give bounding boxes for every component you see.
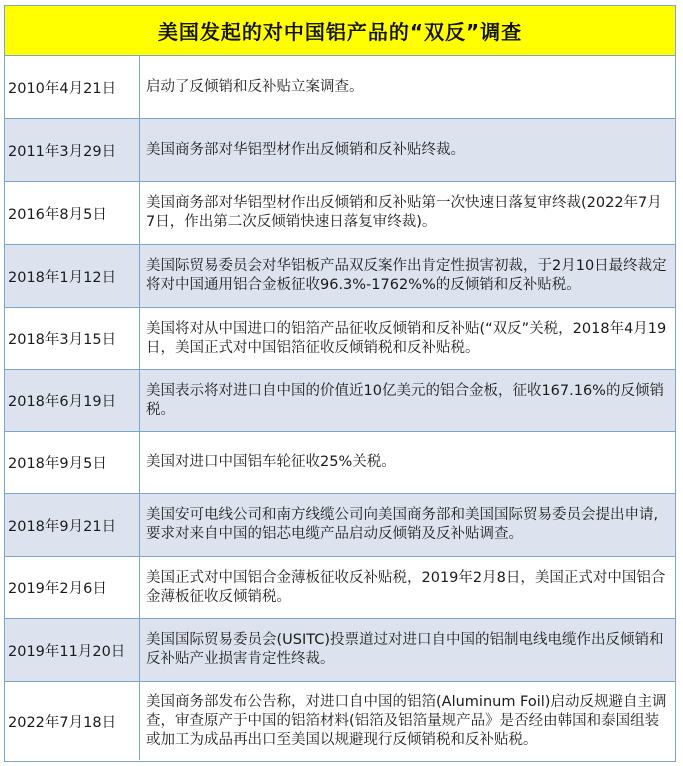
row-text: 美国国际贸易委员会(USITC)投票道过对进口自中国的铝制电线电缆作出反倾销和反补贴产业损害肯定性终裁。 bbox=[146, 632, 664, 667]
row-date: 2022年7月18日 bbox=[5, 682, 140, 760]
row-date: 2018年9月21日 bbox=[5, 494, 140, 556]
table-row bbox=[5, 308, 675, 370]
row-text: 美国安可电线公司和南方线缆公司向美国商务部和美国国际贸易委员会提出申请,要求对来自中国的铝芯电缆产品启动反倾销及反补贴调查。 bbox=[146, 507, 659, 542]
row-text: 美国商务部对华铝型材作出反倾销和反补贴终裁。 bbox=[146, 141, 465, 158]
row-date: 2010年4月21日 bbox=[5, 56, 140, 118]
row-date: 2018年3月15日 bbox=[5, 308, 140, 369]
table-row bbox=[5, 56, 675, 119]
row-text: 美国商务部对华铝型材作出反倾销和反补贴第一次快速日落复审终裁(2022年7月7日，作出第二次反倾销快速日落复审终裁)。 bbox=[146, 195, 662, 230]
investigation-table bbox=[4, 5, 676, 762]
table-row bbox=[5, 494, 675, 557]
row-date: 2019年2月6日 bbox=[5, 557, 140, 618]
row-date: 2011年3月29日 bbox=[5, 119, 140, 181]
row-text: 美国商务部发布公告称，对进口自中国的铝箔(Aluminum Foil)启动反规避自主调查，审查原产于中国的铝箔材料(铝箔及铝箔量规产品》是否经由韩国和泰国组装或加工为成品再出口至美国以规避现行反倾销税和反补贴税。 bbox=[146, 693, 667, 748]
row-date: 2018年9月5日 bbox=[5, 432, 140, 493]
table-row bbox=[5, 119, 675, 182]
table-row bbox=[5, 182, 675, 245]
row-date: 2018年1月12日 bbox=[5, 245, 140, 307]
table-body bbox=[5, 56, 675, 760]
table-row bbox=[5, 619, 675, 682]
row-text: 美国对进口中国铝车轮征收25%关税。 bbox=[146, 454, 396, 470]
row-text: 启动了反倾销和反补贴立案调查。 bbox=[146, 78, 364, 95]
table-title: 美国发起的对中国铝产品的“双反”调查 bbox=[5, 6, 675, 56]
row-text: 美国将对从中国进口的铝箔产品征收反倾销和反补贴(“双反”关税，2018年4月19日，美国正式对中国铝箔征收反倾销税和反补贴税。 bbox=[146, 320, 667, 356]
table-row bbox=[5, 370, 675, 432]
table-row bbox=[5, 682, 675, 760]
table-row bbox=[5, 432, 675, 494]
table-row bbox=[5, 245, 675, 308]
row-date: 2018年6月19日 bbox=[5, 370, 140, 431]
table-row bbox=[5, 557, 675, 619]
row-text: 美国表示将对进口自中国的价值近10亿美元的铝合金板，征收167.16%的反倾销税。 bbox=[146, 382, 664, 418]
row-text: 美国正式对中国铝合金薄板征收反补贴税，2019年2月8日，美国正式对中国铝合金薄板征收反倾销税。 bbox=[146, 569, 666, 605]
row-date: 2019年11月20日 bbox=[5, 619, 140, 681]
row-date: 2016年8月5日 bbox=[5, 182, 140, 244]
row-text: 美国际贸易委员会对华铝板产品双反案作出肯定性损害初裁，于2月10日最终裁定将对中国通用铝合金板征收96.3%-1762%%的反倾销和反补贴税。 bbox=[146, 258, 667, 293]
